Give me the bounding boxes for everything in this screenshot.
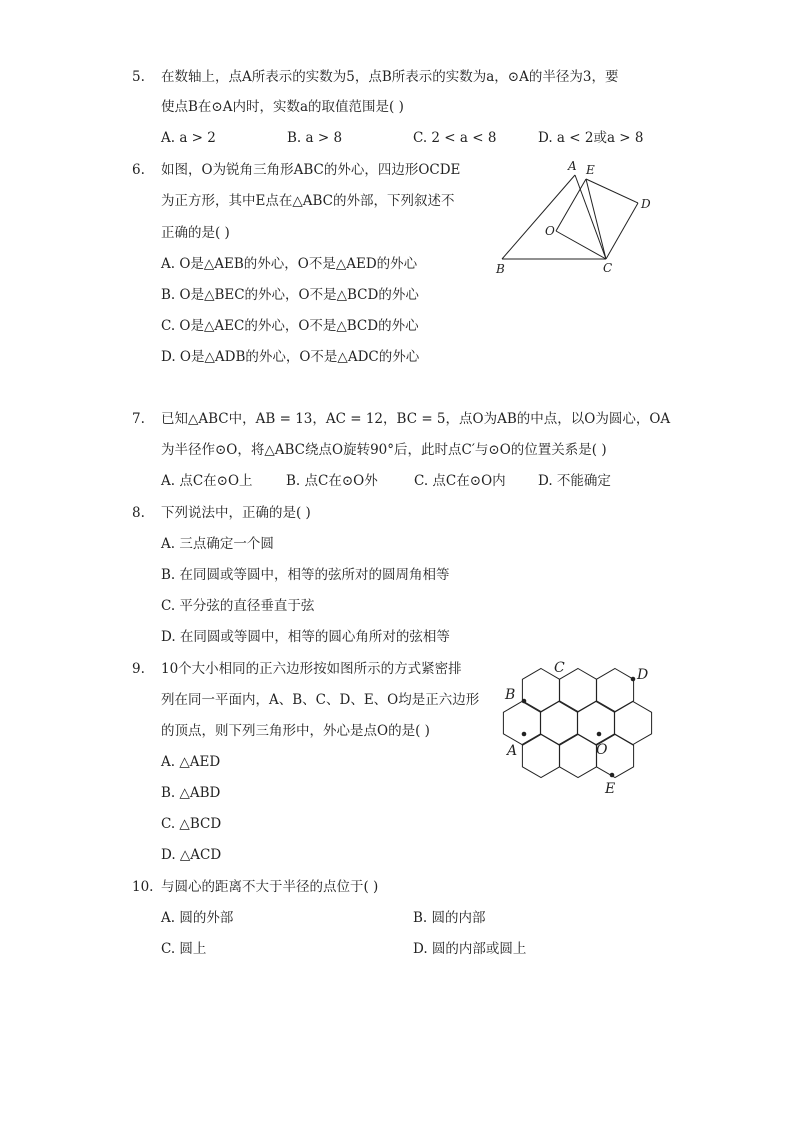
q6-figure bbox=[490, 155, 660, 280]
q6-option-d: D. O是△ADB的外心，O不是△ADC的外心 bbox=[161, 349, 420, 365]
q6-label-d: D bbox=[641, 197, 651, 211]
q9-option-d: D. △ACD bbox=[161, 847, 222, 863]
q10-option-c: C. 圆上 bbox=[161, 941, 207, 957]
q7-stem-line1: 已知△ABC中，AB = 13，AC = 12，BC = 5，点O为AB的中点，以O为圆心，OA bbox=[161, 411, 671, 427]
q10-stem-line1: 与圆心的距离不大于半径的点位于( ) bbox=[161, 879, 379, 895]
q10-number: 10. bbox=[132, 879, 154, 895]
q5-option-b: B. a > 8 bbox=[287, 130, 343, 146]
q6-label-a: A bbox=[568, 159, 577, 173]
q6-edge-oe bbox=[556, 179, 586, 231]
q6-edge-ac bbox=[575, 175, 606, 259]
q7-stem-line2: 为半径作⊙O，将△ABC绕点O旋转90°后，此时点C′与⊙O的位置关系是( ) bbox=[161, 442, 607, 458]
q9-vertex-o-dot bbox=[597, 732, 602, 737]
q9-vertex-b-dot bbox=[522, 699, 527, 704]
q9-label-a: A bbox=[507, 743, 518, 759]
q7-number: 7. bbox=[132, 411, 145, 427]
q8-option-a: A. 三点确定一个圆 bbox=[161, 536, 274, 552]
q10-option-a: A. 圆的外部 bbox=[161, 910, 234, 926]
q9-option-c: C. △BCD bbox=[161, 816, 222, 832]
q6-edge-co bbox=[556, 231, 606, 259]
q6-stem-line1: 如图，O为锐角三角形ABC的外心，四边形OCDE bbox=[161, 162, 461, 178]
q9-vertex-e-dot bbox=[610, 773, 615, 778]
q6-stem-line3: 正确的是( ) bbox=[161, 225, 230, 241]
q8-stem-line1: 下列说法中，正确的是( ) bbox=[161, 505, 311, 521]
q10-option-d: D. 圆的内部或圆上 bbox=[413, 941, 527, 957]
q9-vertex-a-dot bbox=[522, 732, 527, 737]
q9-option-b: B. △ABD bbox=[161, 785, 221, 801]
q5-stem-line2: 使点B在⊙A内时，实数a的取值范围是( ) bbox=[161, 99, 404, 115]
q9-hexagon-figure bbox=[495, 655, 660, 800]
q9-stem-line1: 10个大小相同的正六边形按如图所示的方式紧密排 bbox=[161, 661, 462, 677]
q7-option-d: D. 不能确定 bbox=[538, 473, 611, 489]
q9-label-o: O bbox=[596, 742, 608, 758]
q6-edge-ed bbox=[586, 179, 638, 203]
q8-option-d: D. 在同圆或等圆中，相等的圆心角所对的弦相等 bbox=[161, 629, 450, 645]
q6-label-e: E bbox=[586, 163, 595, 177]
q9-hexagon-7 bbox=[614, 702, 651, 745]
q6-option-b: B. O是△BEC的外心，O不是△BCD的外心 bbox=[161, 287, 419, 303]
q6-label-o: O bbox=[545, 224, 555, 238]
q5-option-a: A. a > 2 bbox=[161, 130, 216, 146]
q9-stem-line3: 的顶点，则下列三角形中，外心是点O的是( ) bbox=[161, 723, 430, 739]
q6-option-a: A. O是△AEB的外心，O不是△AED的外心 bbox=[161, 256, 418, 272]
q5-option-d: D. a < 2或a > 8 bbox=[538, 130, 644, 146]
q6-edge-dc bbox=[606, 203, 638, 259]
q9-label-e: E bbox=[605, 781, 616, 797]
q6-label-c: C bbox=[603, 261, 613, 275]
q9-number: 9. bbox=[132, 661, 145, 677]
q10-option-b: B. 圆的内部 bbox=[413, 910, 486, 926]
q6-edge-ec bbox=[586, 179, 606, 259]
q9-stem-line2: 列在同一平面内，A、B、C、D、E、O均是正六边形 bbox=[161, 692, 480, 708]
q5-stem-line1: 在数轴上，点A所表示的实数为5，点B所表示的实数为a，⊙A的半径为3，要 bbox=[161, 69, 619, 85]
q6-option-c: C. O是△AEC的外心，O不是△BCD的外心 bbox=[161, 318, 419, 334]
q9-label-d: D bbox=[637, 667, 649, 683]
q5-number: 5. bbox=[132, 69, 145, 85]
q8-option-b: B. 在同圆或等圆中，相等的弦所对的圆周角相等 bbox=[161, 567, 450, 583]
q6-number: 6. bbox=[132, 162, 145, 178]
q8-option-c: C. 平分弦的直径垂直于弦 bbox=[161, 598, 315, 614]
q9-vertex-d-dot bbox=[631, 677, 636, 682]
q7-option-a: A. 点C在⊙O上 bbox=[161, 473, 253, 489]
q9-option-a: A. △AED bbox=[161, 754, 221, 770]
q7-option-b: B. 点C在⊙O外 bbox=[286, 473, 378, 489]
q7-option-c: C. 点C在⊙O内 bbox=[414, 473, 506, 489]
q9-label-c: C bbox=[554, 660, 565, 676]
q5-option-c: C. 2 < a < 8 bbox=[413, 130, 497, 146]
q6-label-b: B bbox=[496, 262, 505, 276]
q6-stem-line2: 为正方形，其中E点在△ABC的外部，下列叙述不 bbox=[161, 193, 455, 209]
q9-label-b: B bbox=[505, 687, 516, 703]
q8-number: 8. bbox=[132, 505, 145, 521]
